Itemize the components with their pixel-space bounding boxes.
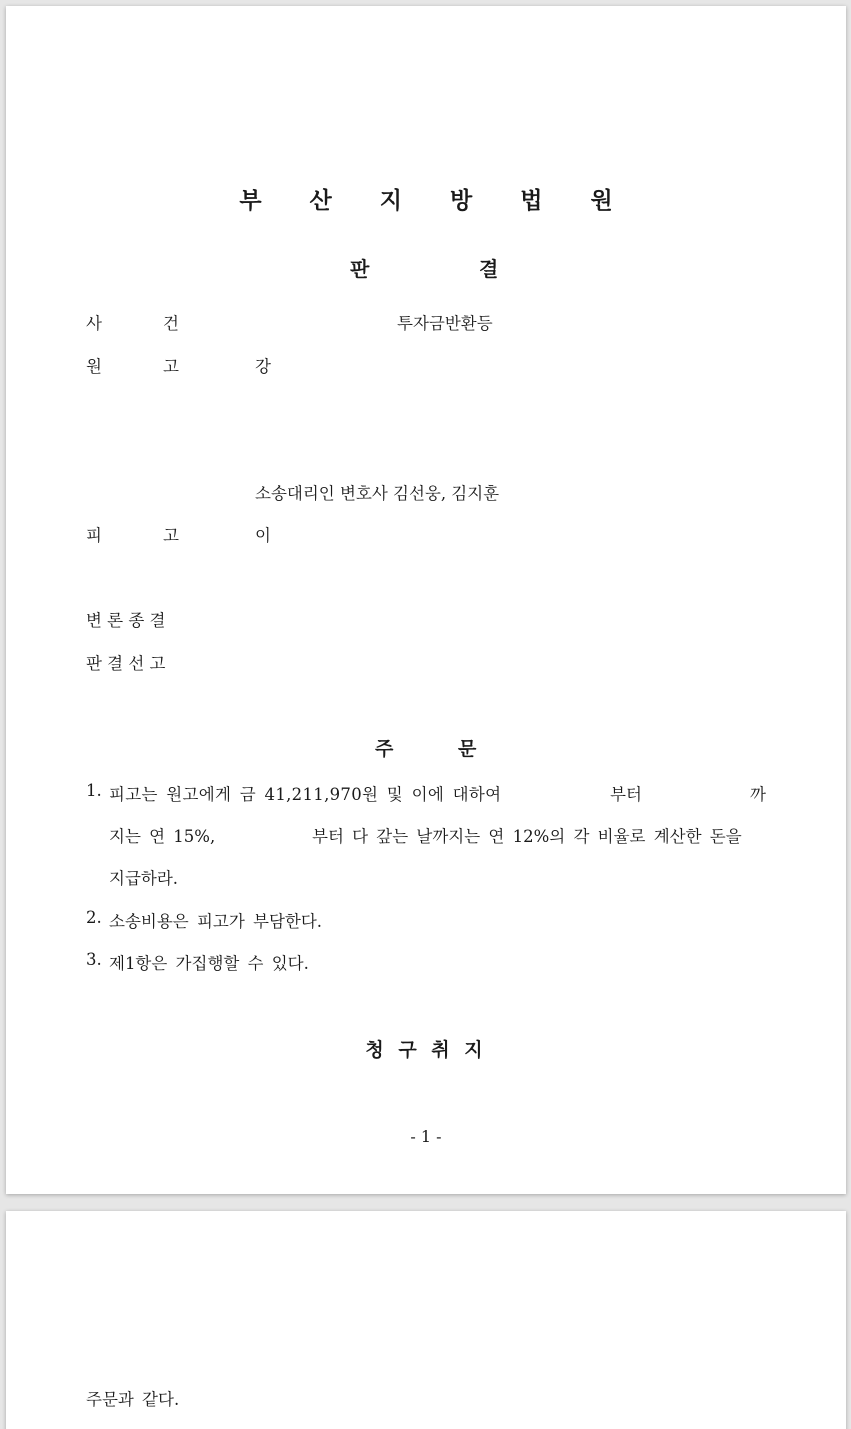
judgment-heading-left: 판 [350,257,370,281]
order-item-1-line2-a: 지는 연 15%, [109,827,216,846]
order-item-2-text: 소송비용은 피고가 부담한다. [109,912,323,931]
plaintiff-counsel: 소송대리인 변호사 김선웅, 김지훈 [255,484,500,503]
page-number: - 1 - [410,1127,442,1146]
plaintiff-value: 강 [255,357,271,376]
claim-text: 주문과 같다. [86,1390,180,1409]
order-item-1-line1-c: 까 [750,785,766,804]
claim-heading: 청 구 취 지 [365,1039,487,1061]
order-heading-right: 문 [458,738,477,760]
defendant-value: 이 [255,526,271,545]
defendant-label-1: 피 [86,526,102,545]
document-page-1 [6,6,846,1194]
order-heading-left: 주 [375,738,394,760]
judgment-heading-right: 결 [479,257,499,281]
case-value: 투자금반환등 [397,314,493,333]
document-page-2 [6,1211,846,1429]
order-item-1-line1-a: 피고는 원고에게 금 41,211,970원 및 이에 대하여 [109,785,502,804]
plaintiff-label-2: 고 [163,357,179,376]
sentencing-label: 판 결 선 고 [86,654,166,673]
defendant-label-2: 고 [163,526,179,545]
order-item-2-number: 2. [86,908,102,927]
order-item-1-line2-b: 부터 다 갚는 날까지는 연 12%의 각 비율로 계산한 돈을 [312,827,742,846]
case-label-2: 건 [163,314,179,333]
order-item-1-number: 1. [86,781,102,800]
plaintiff-label-1: 원 [86,357,102,376]
order-item-1-line3: 지급하라. [109,869,179,888]
order-item-1-line1-b: 부터 [610,785,642,804]
court-title: 부 산 지 방 법 원 [239,188,633,214]
order-item-3-number: 3. [86,950,102,969]
closing-label: 변 론 종 결 [86,611,166,630]
case-label-1: 사 [86,314,102,333]
order-item-3-text: 제1항은 가집행할 수 있다. [109,954,309,973]
